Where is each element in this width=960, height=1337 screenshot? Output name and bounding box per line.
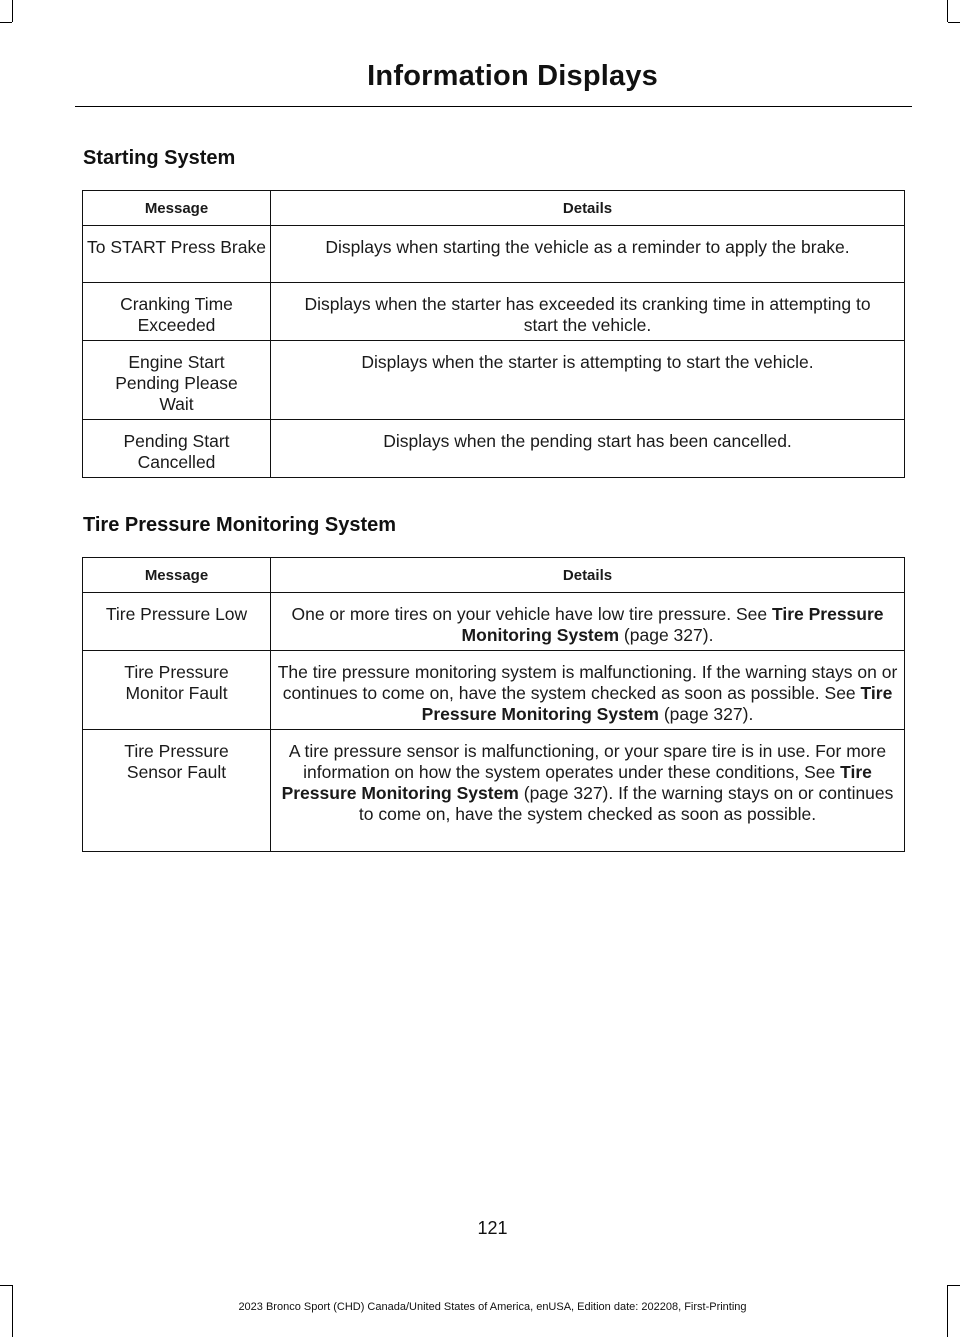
table-row — [83, 593, 905, 651]
details-cell — [271, 651, 905, 730]
message-cell: Pending Start Cancelled — [83, 420, 271, 478]
crop-mark-top-left-vertical — [12, 0, 13, 22]
crop-mark-top-right-vertical — [947, 0, 948, 22]
starting-system-table — [82, 190, 905, 478]
table-row — [83, 341, 905, 420]
table-header-row — [83, 558, 905, 593]
page-number: 121 — [477, 1218, 508, 1238]
crop-mark-bottom-left-horizontal — [0, 1285, 12, 1286]
details-cell: Displays when starting the vehicle as a reminder to apply the brake. — [271, 226, 905, 283]
message-cell: Cranking Time Exceeded — [83, 283, 271, 341]
crop-mark-bottom-right-horizontal — [948, 1285, 960, 1286]
details-text: A tire pressure sensor is malfunctioning, or your spare tire is in use. For more information on how the system operates under these conditions, See — [288, 741, 887, 782]
section-heading-starting-system: Starting System — [83, 147, 236, 169]
message-cell: To START Press Brake — [83, 226, 271, 283]
crop-mark-top-left-horizontal — [0, 22, 12, 23]
column-header-message: Message — [83, 191, 271, 226]
message-cell: Tire Pressure Sensor Fault — [83, 730, 271, 852]
page-title: Information Displays — [367, 60, 658, 92]
column-header-details: Details — [271, 558, 905, 593]
cross-reference-link[interactable]: Tire Pressure Monitoring System — [421, 683, 893, 724]
header-divider — [75, 106, 912, 107]
crop-mark-top-right-horizontal — [948, 22, 960, 23]
tpms-table — [82, 557, 905, 852]
table-row — [83, 420, 905, 478]
cross-reference-link[interactable]: Tire Pressure Monitoring System — [281, 762, 872, 803]
table-header-row — [83, 191, 905, 226]
cross-reference-link[interactable]: Tire Pressure Monitoring System — [461, 604, 884, 645]
message-cell: Engine Start Pending Please Wait — [83, 341, 271, 420]
details-text: The tire pressure monitoring system is malfunctioning. If the warning stays on or continues to come on, have the system checked as soon as possible. See — [277, 662, 898, 703]
column-header-details: Details — [271, 191, 905, 226]
table-row — [83, 226, 905, 283]
details-cell: Displays when the starter has exceeded its cranking time in attempting to start the vehicle. — [271, 283, 905, 341]
details-cell — [271, 593, 905, 651]
details-cell: Displays when the pending start has been cancelled. — [271, 420, 905, 478]
column-header-message: Message — [83, 558, 271, 593]
message-cell: Tire Pressure Monitor Fault — [83, 651, 271, 730]
details-cell: Displays when the starter is attempting to start the vehicle. — [271, 341, 905, 420]
page-reference: (page 327). — [658, 704, 754, 724]
table-row — [83, 651, 905, 730]
table-row — [83, 283, 905, 341]
table-row — [83, 730, 905, 852]
message-cell: Tire Pressure Low — [83, 593, 271, 651]
footer-edition-info: 2023 Bronco Sport (CHD) Canada/United States of America, enUSA, Edition date: 202208, First-Printing — [238, 1301, 747, 1313]
details-text: One or more tires on your vehicle have low tire pressure. See — [291, 604, 772, 624]
section-heading-tpms: Tire Pressure Monitoring System — [83, 514, 397, 536]
details-text: (page 327). If the warning stays on or continues to come on, have the system checked as soon as possible. — [358, 783, 894, 824]
details-cell — [271, 730, 905, 852]
page-reference: (page 327). — [619, 625, 714, 645]
